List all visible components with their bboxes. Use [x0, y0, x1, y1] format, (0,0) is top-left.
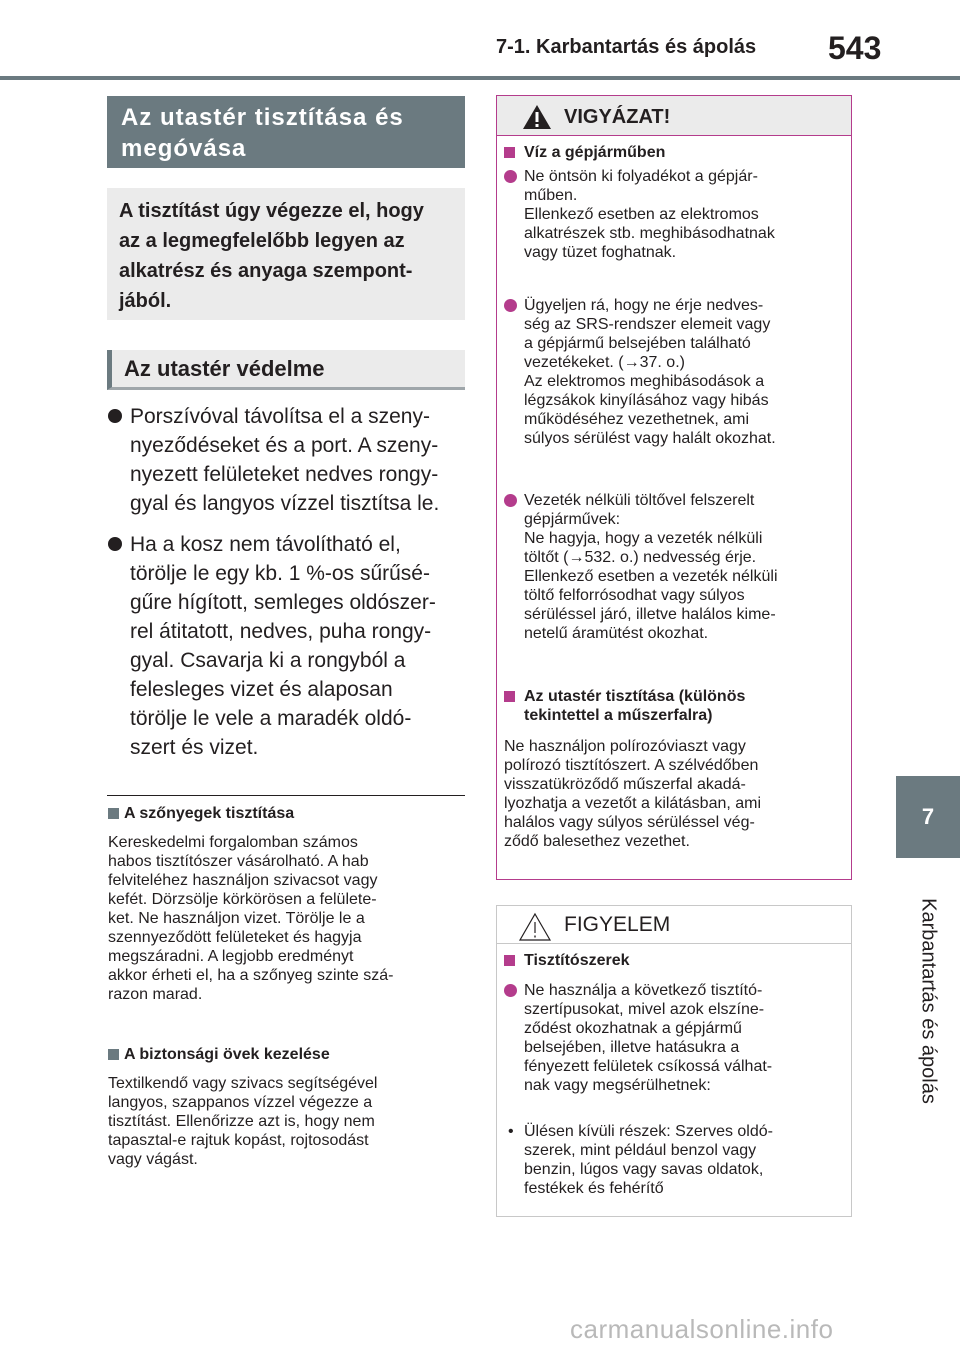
bullet-line: gűre hígított, semleges oldószer- [130, 591, 436, 614]
text-line: vagy tüzet foghatnak. [524, 244, 677, 261]
notice-title: FIGYELEM [564, 913, 671, 936]
heading-line: megóvása [121, 135, 247, 162]
circle-bullet-icon [504, 299, 517, 312]
text-line: festékek és fehérítő [524, 1180, 664, 1197]
belts-text [108, 1074, 377, 1169]
caution-triangle-icon [518, 912, 552, 942]
intro-line: alkatrész és anyaga szempont- [119, 260, 413, 282]
bullet-line: törölje le vele a maradék oldó- [130, 707, 412, 730]
text-line: Ülésen kívüli részek: Szerves oldó- [524, 1123, 773, 1140]
text-line: Az utastér tisztítása (különös [524, 688, 746, 705]
text-line: belsejében, illetve hatásukra a [524, 1039, 740, 1056]
text-line: szennyeződött felületeket és hagyja [108, 929, 362, 946]
text-line: Ügyeljen rá, hogy ne érje nedves- [524, 297, 764, 314]
text-line: megszáradni. A legjobb eredményt [108, 948, 354, 965]
subheading: Az utastér védelme [107, 350, 465, 390]
bullet-dot-icon [108, 537, 122, 551]
text-line: ződő balesethez vezethet. [504, 833, 690, 850]
chapter-tab-number[interactable]: 7 [896, 776, 960, 858]
text-line: tekintettel a műszerfalra) [524, 707, 713, 724]
section-title: 7-1. Karbantartás és ápolás [496, 36, 757, 58]
text-line: fényezett felületek csíkossá válhat- [524, 1058, 773, 1075]
text-line: akkor érheti el, ha a szőnyeg szinte szá- [108, 967, 394, 984]
text-line: Vezeték nélküli töltővel felszerelt [524, 492, 755, 509]
intro-line: jából. [119, 290, 172, 312]
watermark: carmanualsonline.info [570, 1314, 834, 1344]
header-divider [0, 76, 960, 80]
text-line: polírozó tisztítószert. A szélvédőben [504, 757, 759, 774]
text-line: működéséhez vezethetnek, ami [524, 411, 750, 428]
warning-item [504, 491, 778, 643]
text-line: Ellenkező esetben az elektromos [524, 206, 759, 223]
square-bullet-icon [108, 808, 119, 819]
text-line: vezetékeket. (→37. o.) [524, 354, 685, 371]
text-line: netelű áramütést okozhat. [524, 625, 709, 642]
text-line: gépjárművek: [524, 511, 621, 528]
chapter-tab-label: Karbantartás és ápolás [917, 898, 940, 1104]
belts-heading: A biztonsági övek kezelése [108, 1045, 330, 1065]
intro-panel [107, 188, 465, 320]
warning-triangle-icon [522, 104, 552, 130]
square-bullet-icon [504, 147, 515, 158]
text-line: alkatrészek stb. meghibásodhatnak [524, 225, 775, 242]
text-line: ződést okozhatnak a gépjármű [524, 1020, 742, 1037]
instruction-bullet [108, 402, 468, 518]
text-line: razon marad. [108, 986, 203, 1003]
text-line: ség az SRS-rendszer elemeit vagy [524, 316, 771, 333]
text-line: Ne öntsön ki folyadékot a gépjár- [524, 168, 758, 185]
heading-line: Az utastér tisztítása és [121, 104, 404, 131]
notice-subheading: Tisztítószerek [504, 951, 630, 970]
warning-subheading: Víz a gépjárműben [504, 143, 665, 162]
text-line: Ellenkező esetben a vezeték nélküli [524, 568, 778, 585]
bullet-line: gyal. Csavarja ki a rongyból a [130, 649, 406, 672]
bullet-line: szert és vizet. [130, 736, 259, 759]
bullet-line: Porszívóval távolítsa el a szeny- [130, 405, 430, 428]
bullet-line: Ha a kosz nem távolítható el, [130, 533, 401, 556]
text-line: szertípusokat, mivel azok elszíne- [524, 1001, 765, 1018]
bullet-line: felesleges vizet és alaposan [130, 678, 393, 701]
divider [107, 795, 465, 796]
text-line: szerek, mint például benzol vagy [524, 1142, 757, 1159]
text-line: légzsákok kinyílásához vagy hibás [524, 392, 769, 409]
text-line: tisztítást. Ellenőrizze azt is, hogy nem [108, 1113, 375, 1130]
instruction-bullet [108, 530, 468, 762]
circle-bullet-icon [504, 984, 517, 997]
intro-line: A tisztítást úgy végezze el, hogy [119, 200, 424, 222]
text-line: műben. [524, 187, 578, 204]
text-line: töltőt (→532. o.) nedvesség érje. [524, 549, 757, 566]
section-heading [107, 96, 465, 168]
square-bullet-icon [108, 1049, 119, 1060]
notice-item [504, 981, 772, 1095]
text-line: Textilkendő vagy szivacs segítségével [108, 1075, 378, 1092]
text-line: Az elektromos meghibásodások a [524, 373, 765, 390]
text-line: kefét. Dörzsölje körkörösen a felülete- [108, 891, 377, 908]
warning-subheading [504, 687, 745, 725]
bullet-line: gyal és langyos vízzel tisztítsa le. [130, 492, 440, 515]
text-line: felviteléhez használjon szivacsot vagy [108, 872, 378, 889]
text-line: Ne használja a következő tisztító- [524, 982, 763, 999]
text-line: visszatükröződő műszerfal akadá- [504, 776, 746, 793]
text-line: benzin, lúgos vagy savas oldatok, [524, 1161, 764, 1178]
text-line: tapasztal-e rajtuk kopást, rojtosodást [108, 1132, 369, 1149]
notice-subitem [504, 1122, 773, 1198]
bullet-mark: • [508, 1123, 514, 1140]
text-line: vagy vágást. [108, 1151, 198, 1168]
square-bullet-icon [504, 955, 515, 966]
text-line: lyozhatja a vezetőt a kilátásban, ami [504, 795, 762, 812]
text-line: ket. Ne használjon vizet. Törölje le a [108, 910, 365, 927]
warning-text [504, 737, 761, 851]
circle-bullet-icon [504, 494, 517, 507]
text-line: a gépjármű belsejében található [524, 335, 751, 352]
square-bullet-icon [504, 691, 515, 702]
page-number: 543 [828, 30, 882, 66]
warning-item [504, 167, 775, 262]
text-line: halálos vagy súlyos sérüléssel vég- [504, 814, 755, 831]
warning-title: VIGYÁZAT! [564, 106, 671, 128]
warning-item [504, 296, 776, 448]
carpet-heading: A szőnyegek tisztítása [108, 804, 294, 824]
circle-bullet-icon [504, 170, 517, 183]
text-line: nak vagy megsérülhetnek: [524, 1077, 711, 1094]
bullet-line: rel átitatott, nedves, puha rongy- [130, 620, 432, 643]
bullet-line: törölje le egy kb. 1 %-os sűrűsé- [130, 562, 430, 585]
bullet-dot-icon [108, 409, 122, 423]
bullet-line: nyezett felületeket nedves rongy- [130, 463, 439, 486]
chapter-tab-title[interactable] [896, 866, 960, 1136]
text-line: súlyos sérülést vagy halált okozhat. [524, 430, 776, 447]
text-line: sérüléssel járó, illetve halálos kime- [524, 606, 776, 623]
bullet-line: nyeződéseket és a port. A szeny- [130, 434, 439, 457]
text-line: töltő felforrósodhat vagy súlyos [524, 587, 745, 604]
text-line: langyos, szappanos vízzel végezze a [108, 1094, 373, 1111]
text-line: Kereskedelmi forgalomban számos [108, 834, 358, 851]
text-line: Ne hagyja, hogy a vezeték nélküli [524, 530, 763, 547]
text-line: habos tisztítószer vásárolható. A hab [108, 853, 369, 870]
intro-line: az a legmegfelelőbb legyen az [119, 230, 405, 252]
text-line: Ne használjon polírozóviaszt vagy [504, 738, 746, 755]
carpet-text [108, 833, 393, 1004]
